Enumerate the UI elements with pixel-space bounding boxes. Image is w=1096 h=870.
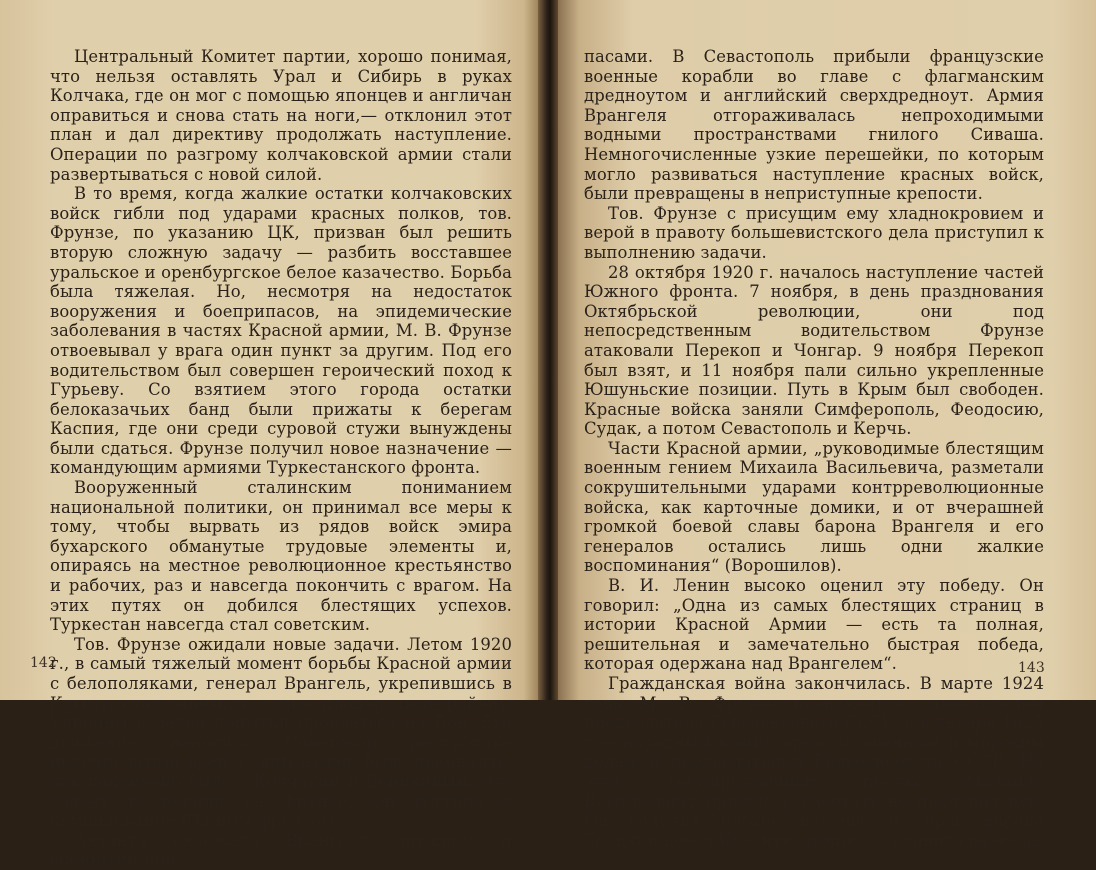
- paragraph: Вооруженный сталинским пониманием национальной политики, он принимал все меры к тому, чтобы вырвать из рядов войск эмира бухарского обманутые трудовые элементы и, опираясь на местное революционное крестьянство и рабочих, раз и навсегда покончить с врагом. На этих путях он добился блестящих успехов. Туркестан навсегда стал советским.: [50, 478, 512, 635]
- paragraph: В то время, когда жалкие остатки колчаковских войск гибли под ударами красных полков, тов. Фрунзе, по указанию ЦК, призван был решить вторую сложную задачу — разбить восставшее уральское и оренбургское белое казачество. Борьба была тяжелая. Но, несмотря на недостаток вооружения и боеприпасов, на эпидемические заболевания в частях Красной армии, М. В. Фрунзе отвоевывал у врага один пункт за другим. Под его водительством был совершен героический поход к Гурьеву. Со взятием этого города остатки белоказачьих банд были прижаты к берегам Каспия, где они среди суровой стужи вынуждены были сдаться. Фрунзе получил новое назначение — командующим армиями Туркестанского фронта.: [50, 184, 512, 478]
- right-page-text: [584, 47, 1044, 850]
- paragraph: Части Красной армии, „руководимые блестящим военным гением Михаила Васильевича, разметали сокрушительными ударами контрреволюционные войска, как карточные домики, и от вчерашней громкой боевой славы барона Врангеля и его генералов остались лишь одни жалкие воспоминания“ (Ворошилов).: [584, 438, 1044, 576]
- paragraph: Антанта снабжала Врангеля оружием и военными при-: [50, 830, 512, 870]
- left-page-text: [50, 47, 512, 870]
- paragraph: 28 октября 1920 г. началось наступление частей Южного фронта. 7 ноября, в день празднования Октябрьской революции, они под непосредственным водительством Фрунзе атаковали Перекоп и Чонгар. 9 ноября Перекоп был взят, и 11 ноября пали сильно укрепленные Юшуньские позиции. Путь в Крым был свободен. Красные войска заняли Симферополь, Феодосию, Судак, а потом Севастополь и Керчь.: [584, 262, 1044, 439]
- right-page: [558, 0, 1096, 850]
- paragraph: Тов. Фрунзе ожидали новые задачи. Летом 1920 г., в самый тяжелый момент борьбы Красной армии с белополяками, генерал Врангель, укрепившись в Крыму, стал занимать самые плодородные районы Украины и делал попытки прорваться на Дон. Его движение наносило Советской республике неисчислимый вред. С ним нужно было покончить, как покончено было с Колчаком и Деникиным. Эту задачу возложили на Фрунзе. Он вступил в командование Южным фронтом.: [50, 634, 512, 831]
- left-page: [0, 0, 540, 870]
- book-gutter: [538, 0, 560, 700]
- paragraph: Центральный Комитет партии, хорошо понимая, что нельзя оставлять Урал и Сибирь в руках Колчака, где он мог с помощью японцев и англичан оправиться и снова стать на ноги,— отклонил этот план и дал директиву продолжать наступление. Операции по разгрому колчаковской армии стали развертываться с новой силой.: [50, 47, 512, 184]
- paragraph: В. И. Ленин высоко оценил эту победу. Он говорил: „Одна из самых блестящих страниц в истории Красной Армии — есть та полная, решительная и замечательно быстрая победа, которая одержана над Врангелем“.: [584, 576, 1044, 674]
- paragraph: Гражданская война закончилась. В марте 1924 года М. В. Фрунзе назначается заместителем председателя Реввоенсовета СССР, а в январе 1925 г.— народным комиссаром по военным и морским делам и председателем Реввоенсовета СССР. На этих государственных постах Михаилу Васильевичу пришлось работать не покладая рук. Он получил плохое наследство. Враг народа Троцкий довел Красную армию до полного развала.: [584, 674, 1044, 850]
- paragraph: Тов. Фрунзе с присущим ему хладнокровием и верой в правоту большевистского дела приступил к выполнению задачи.: [584, 203, 1044, 262]
- page-number-right: 143: [1018, 660, 1045, 676]
- page-number-left: 142: [30, 655, 57, 671]
- paragraph: пасами. В Севастополь прибыли французские военные корабли во главе с флагманским дредноутом и английский сверхдредноут. Армия Врангеля отгораживалась непроходимыми водными пространствами гнилого Сиваша. Немногочисленные узкие перешейки, по которым могло развиваться наступление красных войск, были превращены в неприступные крепости.: [584, 47, 1044, 204]
